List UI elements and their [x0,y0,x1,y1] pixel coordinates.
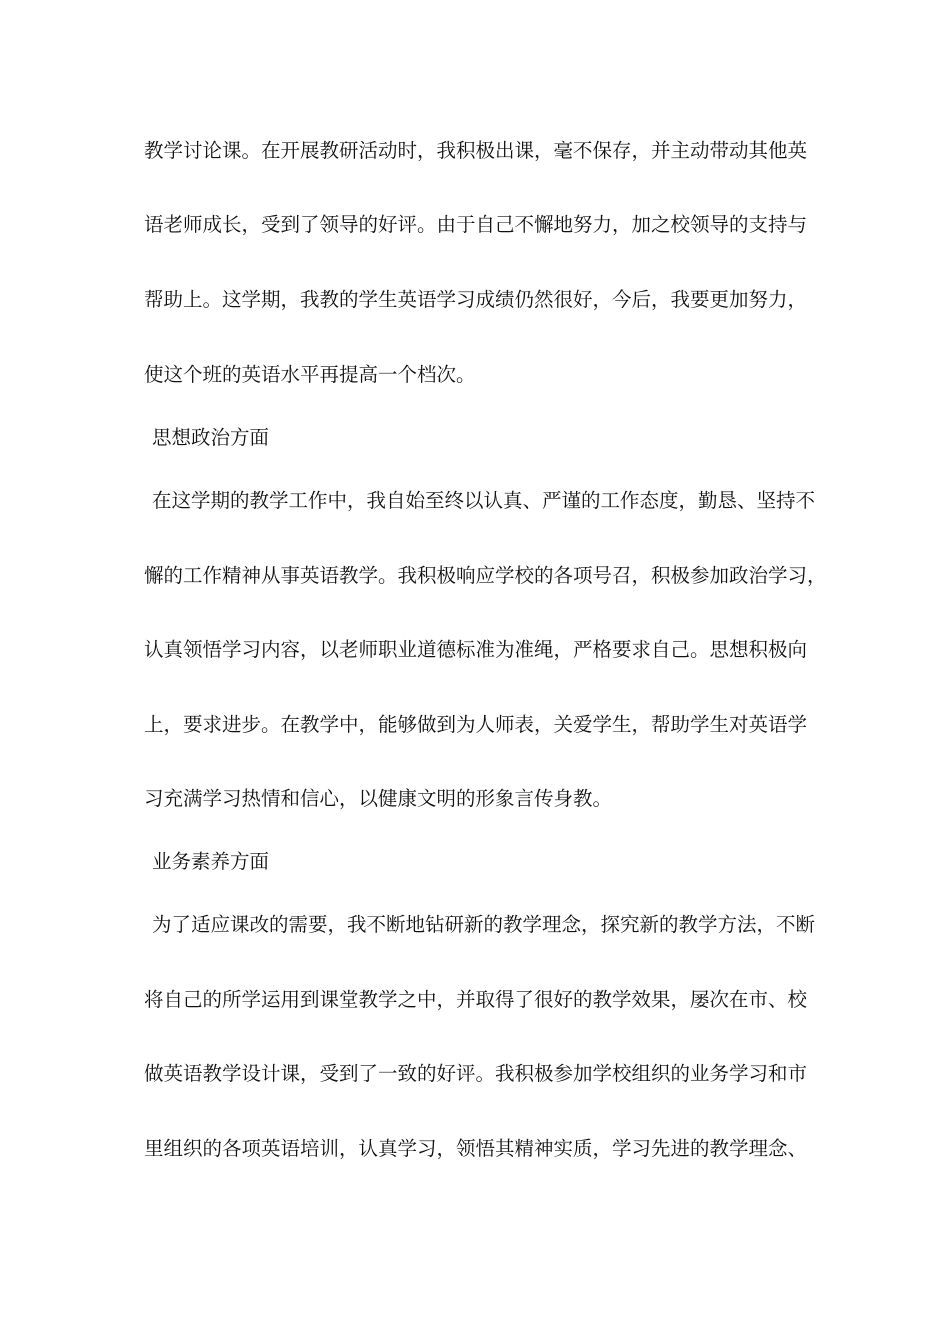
paragraph-line: 教学讨论课。在开展教研活动时，我积极出课，毫不保存，并主动带动其他英 [144,139,808,162]
section-heading-ideology: 思想政治方面 [152,426,270,449]
paragraph-line: 帮助上。这学期，我教的学生英语学习成绩仍然很好，今后，我要更加努力， [144,288,808,311]
section-heading-professional: 业务素养方面 [152,850,270,873]
paragraph-line: 习充满学习热情和信心，以健康文明的形象言传身教。 [144,787,613,810]
paragraph-line: 里组织的各项英语培训，认真学习，领悟其精神实质，学习先进的教学理念、 [144,1137,808,1160]
paragraph-line: 语老师成长，受到了领导的好评。由于自己不懈地努力，加之校领导的支持与 [144,213,808,236]
paragraph-line: 为了适应课改的需要，我不断地钻研新的教学理念，探究新的教学方法，不断 [152,913,816,936]
paragraph-line: 懈的工作精神从事英语教学。我积极响应学校的各项号召，积极参加政治学习， [144,564,827,587]
paragraph-line: 认真领悟学习内容，以老师职业道德标准为准绳，严格要求自己。思想积极向 [144,638,808,661]
paragraph-line: 上，要求进步。在教学中，能够做到为人师表，关爱学生，帮助学生对英语学 [144,713,808,736]
paragraph-line: 使这个班的英语水平再提高一个档次。 [144,363,476,386]
paragraph-line: 将自己的所学运用到课堂教学之中，并取得了很好的教学效果，屡次在市、校 [144,988,808,1011]
paragraph-line: 在这学期的教学工作中，我自始至终以认真、严谨的工作态度，勤恳、坚持不 [152,489,816,512]
paragraph-line: 做英语教学设计课，受到了一致的好评。我积极参加学校组织的业务学习和市 [144,1062,808,1085]
